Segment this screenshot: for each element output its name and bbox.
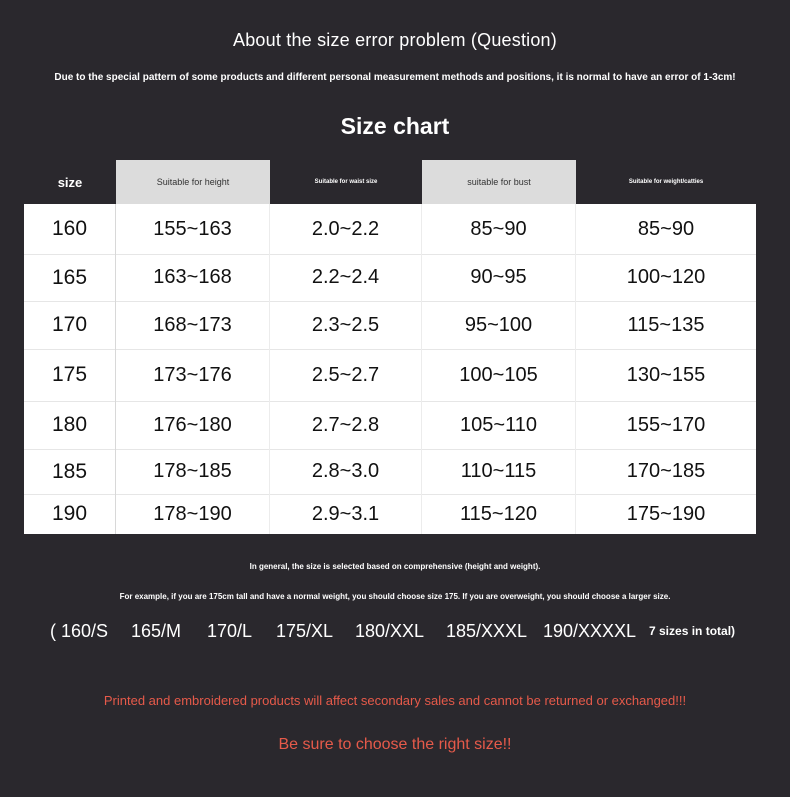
- table-row: [24, 204, 756, 255]
- table-row: [24, 401, 756, 450]
- size-label: ( 160/S: [50, 621, 109, 641]
- table-cell: 175~190: [626, 502, 706, 525]
- table-row: [24, 449, 756, 495]
- table-cell: 115~120: [422, 494, 576, 534]
- table-cell: 170~185: [626, 460, 706, 482]
- example-note: For example, if you are 175cm tall and have a normal weight, you should choose size 175. If you are overweight, you should choose a larger size.: [119, 592, 671, 601]
- table-cell: 2.7~2.8: [270, 401, 422, 449]
- size-list: [0, 621, 790, 643]
- table-row: [24, 349, 756, 402]
- table-cell: 2.9~3.1: [270, 494, 422, 534]
- table-cell: 2.3~2.5: [270, 301, 422, 349]
- size-label: 180/XXL: [355, 621, 425, 641]
- size-label: 190/XXXXL: [543, 621, 637, 641]
- table-cell: 163~168: [116, 254, 270, 301]
- header-waist: Suitable for waist size: [314, 179, 378, 185]
- table-cell: 2.5~2.7: [270, 349, 422, 401]
- table-cell: 110~115: [422, 449, 576, 494]
- table-cell: 2.0~2.2: [270, 204, 422, 254]
- size-cell: 180: [24, 401, 116, 449]
- header-weight: Suitable for weight/catties: [628, 179, 704, 185]
- table-cell: 85~90: [422, 204, 576, 254]
- selection-note: In general, the size is selected based on comprehensive (height and weight).: [249, 562, 541, 571]
- table-cell: 173~176: [116, 349, 270, 401]
- table-cell: 100~105: [422, 349, 576, 401]
- table-cell: 176~180: [116, 401, 270, 449]
- size-reminder: Be sure to choose the right size!!: [278, 736, 512, 753]
- size-label: 170/L: [207, 621, 253, 641]
- size-label: 165/M: [131, 621, 182, 641]
- table-row: [24, 254, 756, 302]
- size-cell: 160: [24, 204, 116, 254]
- page-heading: About the size error problem (Question): [233, 30, 557, 50]
- table-cell: 178~190: [116, 494, 270, 534]
- size-cell: 165: [24, 254, 116, 301]
- table-cell: 115~135: [627, 313, 705, 336]
- size-table: [24, 204, 756, 534]
- table-row: [24, 301, 756, 350]
- size-label: 185/XXXL: [446, 621, 528, 641]
- sizes-total: 7 sizes in total): [649, 624, 736, 638]
- size-label: 175/XL: [276, 621, 334, 641]
- size-cell: 190: [24, 494, 116, 534]
- header-bust: suitable for bust: [422, 160, 576, 204]
- table-row: [24, 494, 756, 534]
- size-cell: 170: [24, 301, 116, 349]
- table-cell: 85~90: [637, 217, 695, 240]
- chart-title: Size chart: [340, 113, 450, 139]
- header-height: Suitable for height: [116, 160, 270, 204]
- table-cell: 178~185: [116, 449, 270, 494]
- table-cell: 2.2~2.4: [270, 254, 422, 301]
- header-size: size: [57, 174, 83, 190]
- table-cell: 130~155: [626, 363, 706, 386]
- table-cell: 95~100: [422, 301, 576, 349]
- size-cell: 175: [24, 349, 116, 401]
- table-cell: 155~170: [626, 413, 706, 436]
- table-cell: 100~120: [626, 266, 706, 288]
- return-warning: Printed and embroidered products will affect secondary sales and cannot be returned or exchanged!!!: [103, 693, 687, 708]
- error-note: Due to the special pattern of some products and different personal measurement methods and positions, it is normal to have an error of 1-3cm!: [54, 72, 736, 83]
- table-cell: 105~110: [422, 401, 576, 449]
- table-cell: 155~163: [116, 204, 270, 254]
- table-cell: 168~173: [116, 301, 270, 349]
- table-cell: 90~95: [422, 254, 576, 301]
- table-cell: 2.8~3.0: [270, 449, 422, 494]
- size-cell: 185: [24, 449, 116, 494]
